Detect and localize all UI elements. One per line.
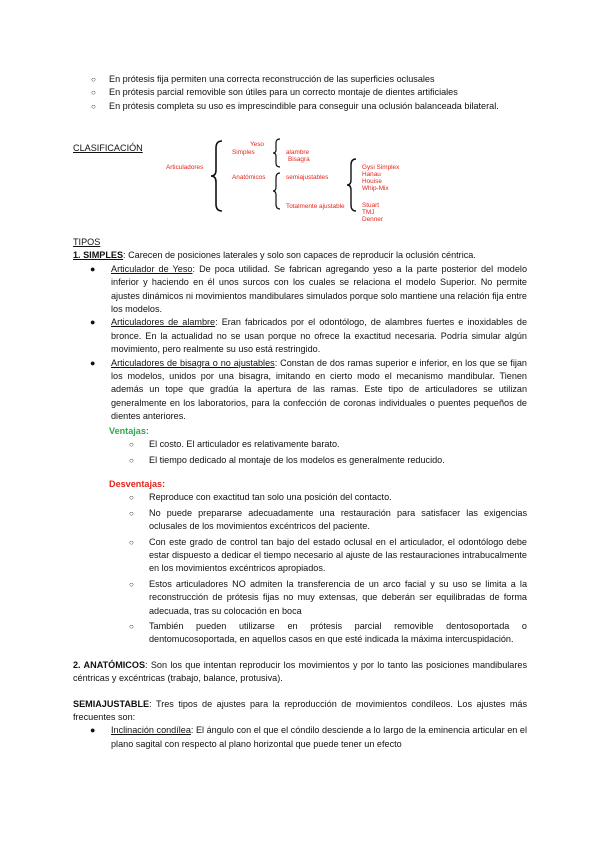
list-item: ● Articuladores de alambre: Eran fabricados por el odontólogo, de alambres fuertes e inoxidables de bronce. En la actualidad no se usan porque no ofrece la exactitud necesaria. Podría simular algún movimiento, pero realmente su uso está restringido. xyxy=(90,317,527,355)
simples-brace-icon xyxy=(272,138,282,168)
diagram-anatomicos-label: Anatómicos xyxy=(232,174,266,181)
hollow-circle-bullet-icon: ○ xyxy=(91,75,96,84)
semiajustable-title: SEMIAJUSTABLE xyxy=(73,698,150,709)
hollow-circle-bullet-icon: ○ xyxy=(129,493,134,503)
list-item: ○ Estos articuladores NO admiten la transferencia de un arco facial y su uso se limita a la reconstrucción de prótesis fijas no muy extensas, que deberán ser equilibradas de forma adecuada, tras su colocación en boca xyxy=(129,578,527,616)
list-item: ○ En prótesis fija permiten una correcta reconstrucción de las superficies oclusales xyxy=(91,73,527,86)
tipos-heading: TIPOS xyxy=(73,237,101,247)
filled-circle-bullet-icon: ● xyxy=(90,317,96,328)
filled-circle-bullet-icon: ● xyxy=(90,357,96,368)
diagram-total-item: Denner xyxy=(362,216,383,223)
list-item: ● Inclinación condílea: El ángulo con el que el cóndilo desciende a lo largo de la eminencia articular en el plano sagital con respecto al plano horizontal que puede tener un efecto xyxy=(90,725,527,749)
list-item: ○ Con este grado de control tan bajo del estado oclusal en el articulador, el odontólogo debe estar dispuesto a dedicar el tiempo necesario al ajuste de las restauraciones intrabucalmente en los movimientos excéntricos apropiados. xyxy=(129,536,527,574)
anatomicos-paragraph: 2. ANATÓMICOS: Son los que intentan reproducir los movimientos y por lo tanto las posiciones mandibulares céntricas y excéntricas (trabajo, balance, protusiva). xyxy=(73,659,527,684)
desventajas-block xyxy=(73,478,527,647)
diagram-total-item: Stuart xyxy=(362,202,380,209)
list-item: ○ En prótesis completa su uso es imprescindible para conseguir una oclusión balanceada bilateral. xyxy=(91,100,527,113)
left-brace-icon xyxy=(210,140,224,212)
hollow-circle-bullet-icon: ○ xyxy=(91,101,96,111)
diagram-semi-item: Whip-Mix xyxy=(362,185,389,192)
ventajas-title: Ventajas: xyxy=(109,425,149,436)
list-item: ○ También pueden utilizarse en prótesis parcial removible dentosoportada o dentomucosoportada, en aquellos casos en que esté indicada la máxima intercuspidación. xyxy=(129,620,527,645)
filled-circle-bullet-icon: ● xyxy=(90,725,96,736)
semiajustable-paragraph: SEMIAJUSTABLE: Tres tipos de ajustes para la reproducción de movimientos condíleos. Los ajustes más frecuentes son: xyxy=(73,698,527,722)
simples-paragraph: 1. SIMPLES: Carecen de posiciones laterales y solo son capaces de reproducir la oclusión céntrica. xyxy=(73,250,476,261)
hollow-circle-bullet-icon: ○ xyxy=(129,579,134,589)
diagram-alambre-label: alambre xyxy=(286,149,310,156)
anatomicos-brace-icon xyxy=(272,172,282,210)
hollow-circle-bullet-icon: ○ xyxy=(91,88,96,98)
tipos-section xyxy=(73,236,527,751)
hollow-circle-bullet-icon: ○ xyxy=(129,440,134,450)
hollow-circle-bullet-icon: ○ xyxy=(129,455,134,465)
diagram-semi-item: Houise xyxy=(362,178,382,185)
ventajas-block xyxy=(73,425,527,467)
classification-diagram xyxy=(160,136,420,223)
diagram-yeso-label: Yeso xyxy=(250,141,264,148)
list-item: ○ Reproduce con exactitud tan solo una posición del contacto. xyxy=(129,491,527,504)
diagram-total-item: TMJ xyxy=(362,209,375,216)
list-item: ● Articulador de Yeso: De poca utilidad. Se fabrican agregando yeso a la parte posterior del modelo inferior y haciendo en él unos surcos con los cuales se relaciona el modelo Superior. No permite ajustes dinámicos ni movimientos mandibulares simulados porque solo mantiene una relación fija entre los modelos. xyxy=(90,263,528,315)
simples-title: 1. SIMPLES xyxy=(73,250,124,261)
clasificacion-heading: CLASIFICACIÓN xyxy=(73,143,143,153)
hollow-circle-bullet-icon: ○ xyxy=(129,508,134,518)
list-item: ● Articuladores de bisagra o no ajustables: Constan de dos ramas superior e inferior, en los que se fijan los modelos, unidos por una bisagra, imitando en cierto modo el mecanismo mandibular. Tienen además un tope que gradúa la apertura de las ramas. Este tipo de articuladores se utilizan generalmente en los laboratorios, para la confección de coronas individuales o puentes pequeños de dientes anteriores. xyxy=(90,357,527,422)
diagram-semiajustables-label: semiajustables xyxy=(286,174,329,181)
diagram-semi-item: Gysi Simplex xyxy=(362,164,400,171)
hollow-circle-bullet-icon: ○ xyxy=(129,537,134,547)
list-item: ○ No puede prepararse adecuadamente una restauración para satisfacer las exigencias oclusales de los movimientos excéntricos del paciente. xyxy=(129,507,527,532)
filled-circle-bullet-icon: ● xyxy=(90,263,96,274)
desventajas-title: Desventajas: xyxy=(109,478,166,489)
diagram-simples-label: Simples xyxy=(232,149,255,156)
diagram-semi-item: Hanau xyxy=(362,171,381,178)
list-item: ○ El tiempo dedicado al montaje de los modelos es generalmente reducido. xyxy=(129,454,527,467)
diagram-root-label: Articuladores xyxy=(166,164,204,171)
list-item: ○ En prótesis parcial removible son útiles para un correcto montaje de dientes artificiales xyxy=(91,86,527,99)
diagram-totalmente-ajustable-label: Totalmente ajustable xyxy=(286,203,345,210)
anatomicos-title: 2. ANATÓMICOS xyxy=(73,659,146,670)
diagram-bisagra-label: Bisagra xyxy=(288,156,310,163)
semi-total-brace-icon xyxy=(346,158,358,212)
hollow-circle-bullet-icon: ○ xyxy=(129,621,134,631)
intro-bullet-list xyxy=(91,73,527,113)
list-item: ○ El costo. El articulador es relativamente barato. xyxy=(129,438,527,451)
